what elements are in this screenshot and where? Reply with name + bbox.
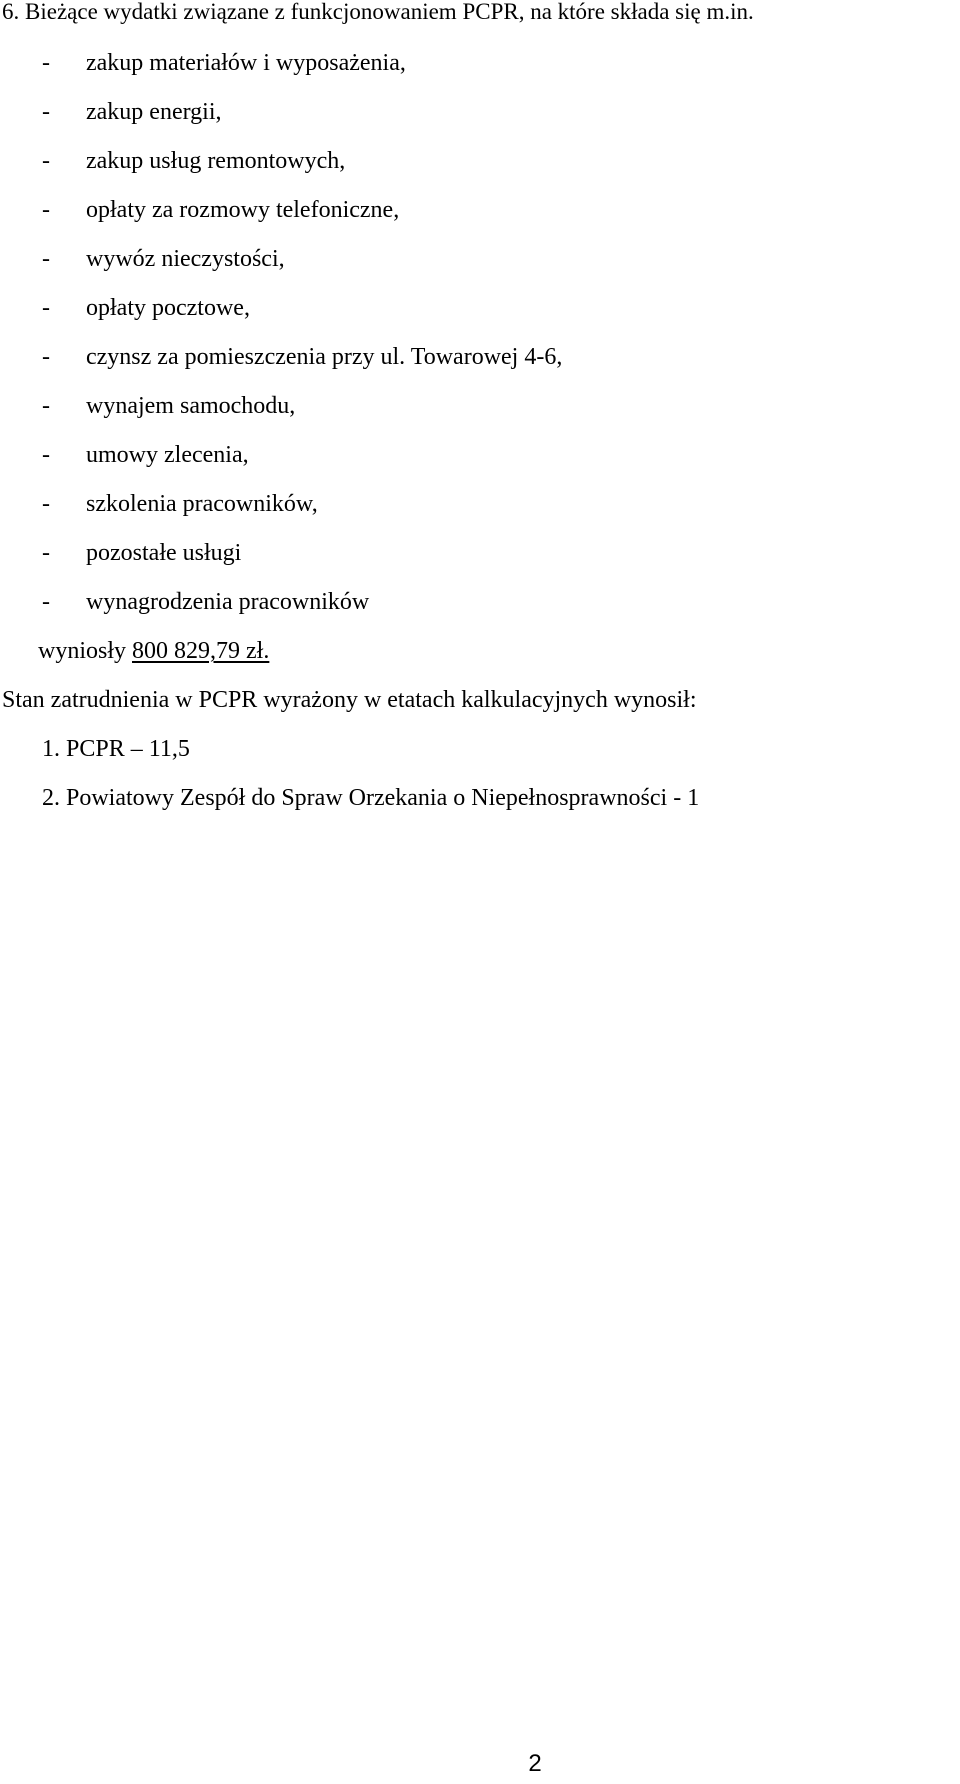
list-bullet: - [42, 99, 50, 125]
staffing-item: 1. PCPR – 11,5 [42, 736, 190, 762]
list-item-text: szkolenia pracowników, [86, 491, 318, 517]
list-item-text: umowy zlecenia, [86, 442, 249, 468]
list-bullet: - [42, 589, 50, 615]
list-item-text: pozostałe usługi [86, 540, 242, 566]
total-amount: 800 829,79 zł. [132, 638, 270, 664]
list-item-text: zakup energii, [86, 99, 222, 125]
list-item-text: opłaty pocztowe, [86, 295, 250, 321]
list-item-text: wynagrodzenia pracowników [86, 589, 370, 615]
list-item-text: wynajem samochodu, [86, 393, 296, 419]
list-bullet: - [42, 540, 50, 566]
staffing-intro: Stan zatrudnienia w PCPR wyrażony w etatach kalkulacyjnych wynosił: [2, 687, 697, 713]
list-item-text: czynsz za pomieszczenia przy ul. Towarowej 4-6, [86, 344, 563, 370]
list-bullet: - [42, 491, 50, 517]
section-heading: 6. Bieżące wydatki związane z funkcjonowaniem PCPR, na które składa się m.in. [2, 0, 754, 24]
list-bullet: - [42, 197, 50, 223]
list-bullet: - [42, 344, 50, 370]
list-item-text: opłaty za rozmowy telefoniczne, [86, 197, 400, 223]
list-bullet: - [42, 295, 50, 321]
staffing-item: 2. Powiatowy Zespół do Spraw Orzekania o Niepełnosprawności - 1 [42, 785, 700, 811]
expense-total [38, 637, 269, 665]
list-bullet: - [42, 246, 50, 272]
list-item-text: wywóz nieczystości, [86, 246, 285, 272]
page-number: 2 [528, 1750, 542, 1777]
list-bullet: - [42, 50, 50, 76]
list-bullet: - [42, 442, 50, 468]
list-bullet: - [42, 393, 50, 419]
list-bullet: - [42, 148, 50, 174]
list-item-text: zakup materiałów i wyposażenia, [86, 50, 406, 76]
list-item-text: zakup usług remontowych, [86, 148, 346, 174]
total-label: wyniosły [38, 638, 133, 664]
